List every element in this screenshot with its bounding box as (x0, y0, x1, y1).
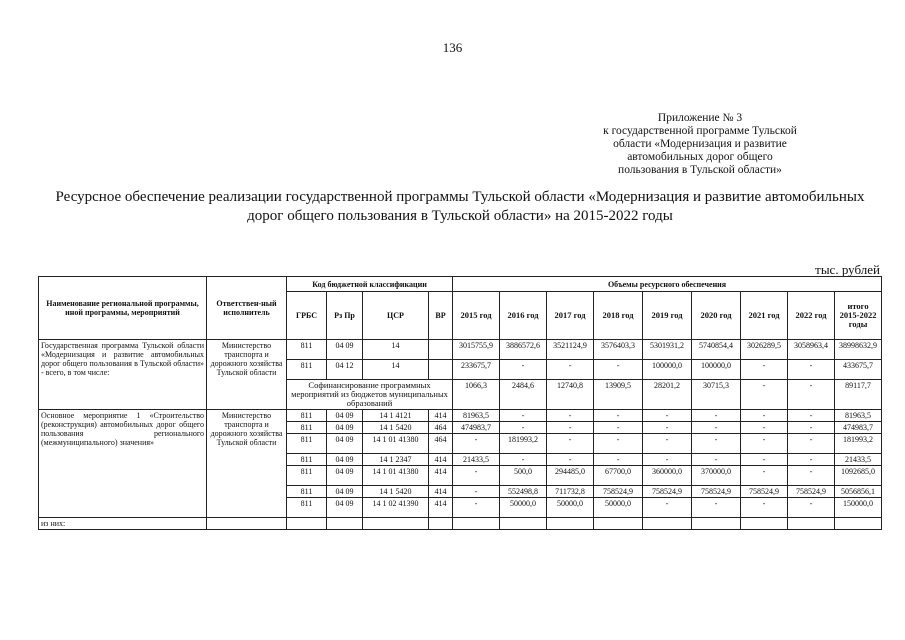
header-csr: ЦСР (363, 292, 429, 340)
document-title-line: дорог общего пользования в Тульской области» на 2015-2022 годы (247, 208, 673, 224)
grbs-cell: 811 (287, 498, 327, 518)
appendix-line: к государственной программе Тульской (603, 125, 797, 137)
rzpr-cell: 04 09 (327, 466, 363, 486)
table-row (39, 340, 882, 360)
value-cell: 28201,2 (643, 380, 692, 410)
value-cell: 758524,9 (741, 486, 788, 498)
value-cell: 3886572,6 (500, 340, 547, 360)
resource-table (38, 276, 882, 530)
value-cell: - (741, 410, 788, 422)
csr-cell: 14 (363, 360, 429, 380)
value-cell: - (741, 498, 788, 518)
value-cell: 500,0 (500, 466, 547, 486)
empty-cell (547, 518, 594, 530)
rzpr-cell: 04 09 (327, 422, 363, 434)
document-title (40, 188, 880, 226)
header-year: 2022 год (788, 292, 835, 340)
value-cell: - (500, 360, 547, 380)
empty-cell (207, 518, 287, 530)
header-grbs: ГРБС (287, 292, 327, 340)
value-cell: 181993,2 (500, 434, 547, 454)
empty-cell (500, 518, 547, 530)
vr-cell: 414 (429, 486, 453, 498)
value-cell: - (692, 454, 741, 466)
cofinance-label: Софинансирование программных мероприятий из бюджетов муниципальных образований (287, 380, 453, 410)
value-cell: 50000,0 (500, 498, 547, 518)
empty-cell (594, 518, 643, 530)
value-cell: 81963,5 (453, 410, 500, 422)
vr-cell: 414 (429, 466, 453, 486)
total-cell: 150000,0 (835, 498, 882, 518)
value-cell: 1066,3 (453, 380, 500, 410)
empty-cell (327, 518, 363, 530)
value-cell: - (692, 410, 741, 422)
csr-cell: 14 1 5420 (363, 486, 429, 498)
rzpr-cell: 04 09 (327, 340, 363, 360)
total-cell: 181993,2 (835, 434, 882, 454)
grbs-cell: 811 (287, 340, 327, 360)
header-year: 2021 год (741, 292, 788, 340)
header-year: 2020 год (692, 292, 741, 340)
value-cell: - (788, 454, 835, 466)
value-cell: 30715,3 (692, 380, 741, 410)
header-volumes: Объемы ресурсного обеспечения (453, 277, 882, 292)
empty-cell (692, 518, 741, 530)
header-year: 2016 год (500, 292, 547, 340)
header-responsible: Ответствен-ный исполнитель (207, 277, 287, 340)
header-name: Наименование региональной программы, иной программы, мероприятий (39, 277, 207, 340)
value-cell: 50000,0 (547, 498, 594, 518)
value-cell: 233675,7 (453, 360, 500, 380)
value-cell: 758524,9 (594, 486, 643, 498)
activity-name: Основное мероприятие 1 «Строительство (реконструкция) автомобильных дорог общего пользования регионального (межмуниципального) значения» (39, 410, 207, 518)
empty-cell (287, 518, 327, 530)
value-cell: - (594, 434, 643, 454)
value-cell: 21433,5 (453, 454, 500, 466)
header-budget-code: Код бюджетной классификации (287, 277, 453, 292)
vr-cell: 464 (429, 434, 453, 454)
value-cell: 758524,9 (692, 486, 741, 498)
table-row (39, 518, 882, 530)
value-cell: - (692, 498, 741, 518)
vr-cell: 464 (429, 422, 453, 434)
value-cell: - (692, 434, 741, 454)
total-cell: 81963,5 (835, 410, 882, 422)
header-vr: ВР (429, 292, 453, 340)
program-name: Государственная программа Тульской области «Модернизация и развитие автомобильных дорог общего пользования в Тульской области» - всего, в том числе: (39, 340, 207, 410)
value-cell: 3521124,9 (547, 340, 594, 360)
value-cell: - (643, 410, 692, 422)
value-cell: 3015755,9 (453, 340, 500, 360)
vr-cell: 414 (429, 498, 453, 518)
empty-cell (453, 518, 500, 530)
rzpr-cell: 04 09 (327, 434, 363, 454)
value-cell: - (453, 498, 500, 518)
value-cell: 294485,0 (547, 466, 594, 486)
empty-cell (788, 518, 835, 530)
appendix-line: Приложение № 3 (657, 112, 743, 124)
value-cell: - (788, 360, 835, 380)
header-row (39, 277, 882, 292)
header-year: 2015 год (453, 292, 500, 340)
value-cell: - (788, 422, 835, 434)
value-cell: 3026289,5 (741, 340, 788, 360)
value-cell: - (643, 498, 692, 518)
value-cell: - (453, 434, 500, 454)
value-cell: - (741, 360, 788, 380)
value-cell: - (594, 454, 643, 466)
grbs-cell: 811 (287, 422, 327, 434)
rzpr-cell: 04 12 (327, 360, 363, 380)
value-cell: - (788, 498, 835, 518)
value-cell: 474983,7 (453, 422, 500, 434)
grbs-cell: 811 (287, 410, 327, 422)
total-cell: 1092685,0 (835, 466, 882, 486)
header-year: 2018 год (594, 292, 643, 340)
empty-cell (643, 518, 692, 530)
value-cell: - (547, 360, 594, 380)
value-cell: - (547, 454, 594, 466)
header-rzpr: Рз Пр (327, 292, 363, 340)
empty-cell (429, 518, 453, 530)
document-title-line: Ресурсное обеспечение реализации государственной программы Тульской области «Модернизация и развитие автомобильных (55, 189, 865, 205)
table-row (39, 410, 882, 422)
value-cell: - (788, 410, 835, 422)
vr-cell: 414 (429, 410, 453, 422)
grbs-cell: 811 (287, 434, 327, 454)
value-cell: 100000,0 (643, 360, 692, 380)
value-cell: 100000,0 (692, 360, 741, 380)
value-cell: - (788, 380, 835, 410)
value-cell: - (741, 434, 788, 454)
vr-cell: 414 (429, 454, 453, 466)
value-cell: 67700,0 (594, 466, 643, 486)
value-cell: - (594, 422, 643, 434)
value-cell: - (788, 466, 835, 486)
total-cell: 474983,7 (835, 422, 882, 434)
grbs-cell: 811 (287, 486, 327, 498)
value-cell: 50000,0 (594, 498, 643, 518)
value-cell: - (453, 486, 500, 498)
total-cell: 38998632,9 (835, 340, 882, 360)
units-label: тыс. рублей (815, 262, 880, 277)
value-cell: - (643, 434, 692, 454)
rzpr-cell: 04 09 (327, 486, 363, 498)
value-cell: 5740854,4 (692, 340, 741, 360)
value-cell: 5301931,2 (643, 340, 692, 360)
value-cell: 2484,6 (500, 380, 547, 410)
appendix-line: пользования в Тульской области» (618, 164, 782, 176)
value-cell: - (741, 380, 788, 410)
header-year: 2019 год (643, 292, 692, 340)
value-cell: - (547, 410, 594, 422)
value-cell: - (741, 466, 788, 486)
empty-cell (741, 518, 788, 530)
value-cell: - (547, 422, 594, 434)
page-number: 136 (442, 40, 463, 55)
csr-cell: 14 1 4121 (363, 410, 429, 422)
value-cell: - (594, 410, 643, 422)
value-cell: - (643, 454, 692, 466)
vr-cell (429, 360, 453, 380)
value-cell: 711732,8 (547, 486, 594, 498)
csr-cell: 14 1 01 41380 (363, 466, 429, 486)
rzpr-cell: 04 09 (327, 410, 363, 422)
value-cell: - (741, 422, 788, 434)
responsible-executor: Министерство транспорта и дорожного хозяйства Тульской области (207, 340, 287, 410)
value-cell: 3576403,3 (594, 340, 643, 360)
vr-cell (429, 340, 453, 360)
total-cell: 89117,7 (835, 380, 882, 410)
total-cell: 21433,5 (835, 454, 882, 466)
appendix-line: автомобильных дорог общего (627, 151, 773, 163)
empty-cell (835, 518, 882, 530)
value-cell: 13909,5 (594, 380, 643, 410)
value-cell: - (594, 360, 643, 380)
value-cell: - (692, 422, 741, 434)
responsible-executor: Министерство транспорта и дорожного хозяйства Тульской области (207, 410, 287, 518)
value-cell: - (500, 422, 547, 434)
grbs-cell: 811 (287, 454, 327, 466)
value-cell: 758524,9 (643, 486, 692, 498)
value-cell: - (500, 454, 547, 466)
value-cell: - (453, 466, 500, 486)
csr-cell: 14 1 2347 (363, 454, 429, 466)
rzpr-cell: 04 09 (327, 498, 363, 518)
empty-cell (363, 518, 429, 530)
value-cell: 758524,9 (788, 486, 835, 498)
value-cell: - (547, 434, 594, 454)
total-cell: 5056856,1 (835, 486, 882, 498)
header-total: итого 2015-2022 годы (835, 292, 882, 340)
value-cell: 370000,0 (692, 466, 741, 486)
rzpr-cell: 04 09 (327, 454, 363, 466)
appendix-line: области «Модернизация и развитие (613, 138, 787, 150)
grbs-cell: 811 (287, 466, 327, 486)
csr-cell: 14 1 01 41380 (363, 434, 429, 454)
value-cell: - (741, 454, 788, 466)
csr-cell: 14 1 02 41390 (363, 498, 429, 518)
value-cell: 12740,8 (547, 380, 594, 410)
csr-cell: 14 1 5420 (363, 422, 429, 434)
value-cell: - (788, 434, 835, 454)
value-cell: 3058963,4 (788, 340, 835, 360)
footer-label: из них: (39, 518, 207, 530)
csr-cell: 14 (363, 340, 429, 360)
appendix-note (580, 112, 820, 177)
value-cell: - (643, 422, 692, 434)
grbs-cell: 811 (287, 360, 327, 380)
total-cell: 433675,7 (835, 360, 882, 380)
value-cell: 552498,8 (500, 486, 547, 498)
value-cell: - (500, 410, 547, 422)
value-cell: 360000,0 (643, 466, 692, 486)
header-year: 2017 год (547, 292, 594, 340)
